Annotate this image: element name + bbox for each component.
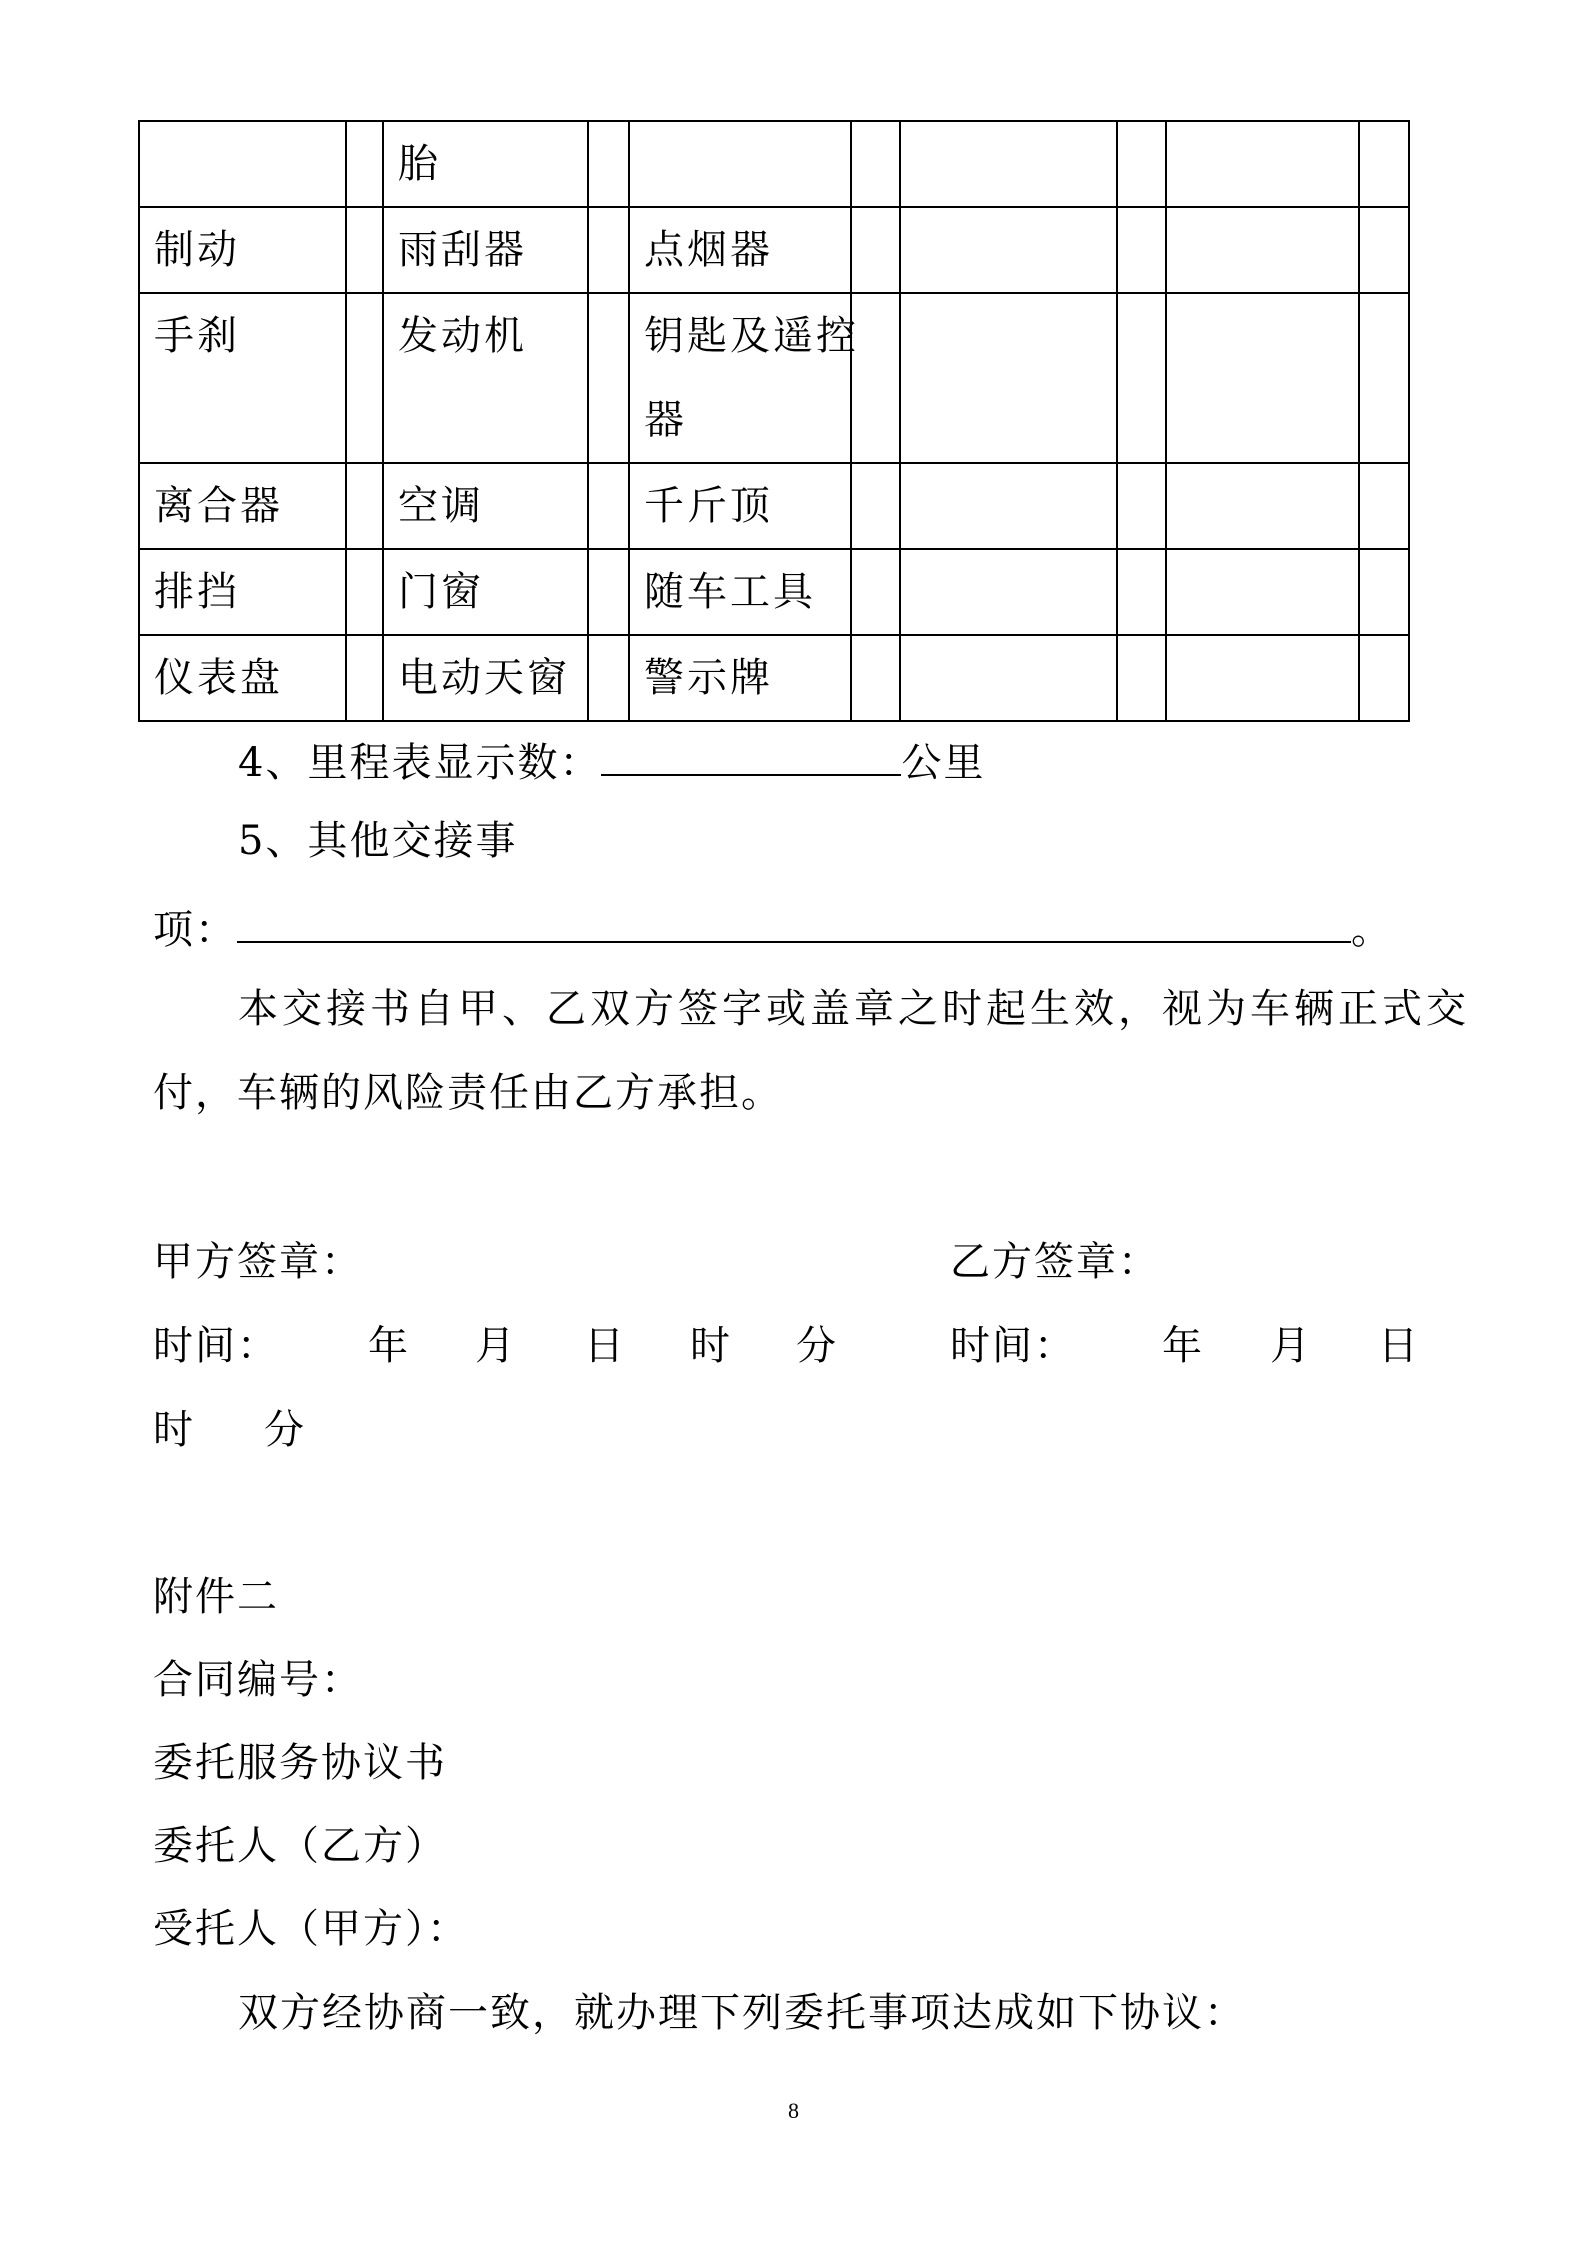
table-cell-item <box>629 293 859 463</box>
clause-line2: 付，车辆的风险责任由乙方承担。 <box>153 1070 783 1116</box>
item-label: 离合器 <box>154 483 283 529</box>
item-label: 发动机 <box>398 313 527 359</box>
table-cell-check <box>900 293 1117 463</box>
table-cell-check <box>900 635 1117 721</box>
table-row <box>139 635 1409 721</box>
table-cell-check <box>346 549 383 635</box>
table-cell-check <box>346 207 383 293</box>
odometer-line <box>238 734 985 787</box>
table-cell-check <box>1359 549 1409 635</box>
item-label: 制动 <box>154 227 240 273</box>
other-items-line: 5、其他交接事 <box>238 818 518 864</box>
table-cell-check <box>346 121 383 207</box>
table-row <box>139 549 1409 635</box>
table-cell-item <box>139 635 346 721</box>
party-b-hour: 时 <box>153 1407 195 1453</box>
page-number: 8 <box>788 2098 799 2123</box>
table-cell-check <box>1359 121 1409 207</box>
item-label: 手刹 <box>154 313 240 359</box>
table-cell-check <box>851 207 900 293</box>
table-row <box>139 121 1409 207</box>
table-cell-check <box>851 549 900 635</box>
table-cell-check <box>900 549 1117 635</box>
odometer-blank[interactable] <box>601 734 901 776</box>
item-label: 胎 <box>398 141 441 187</box>
table-cell-check <box>851 463 900 549</box>
table-cell-check <box>346 463 383 549</box>
table-cell-check <box>588 207 629 293</box>
table-cell-check <box>1117 207 1166 293</box>
table-cell-check <box>1166 207 1359 293</box>
table-cell-check <box>588 549 629 635</box>
table-cell-check <box>1117 635 1166 721</box>
party-b-day: 日 <box>1378 1323 1420 1369</box>
table-cell-item <box>383 635 588 721</box>
party-a-time-label: 时间： <box>153 1323 279 1369</box>
table-cell-check <box>1359 293 1409 463</box>
party-a-day: 日 <box>584 1323 626 1369</box>
vehicle-check-table <box>138 120 1410 722</box>
party-b-month: 月 <box>1270 1323 1312 1369</box>
table-cell-check <box>346 293 383 463</box>
table-row <box>139 463 1409 549</box>
table-cell-check <box>1166 463 1359 549</box>
party-b-minute: 分 <box>264 1407 306 1453</box>
table-cell-check <box>588 121 629 207</box>
principal-label: 委托人（乙方） <box>153 1823 447 1869</box>
table-cell-check <box>1166 121 1359 207</box>
odometer-unit: 公里 <box>901 740 986 786</box>
contract-number-label: 合同编号： <box>153 1657 363 1703</box>
table-row <box>139 207 1409 293</box>
table-cell-item <box>629 121 851 207</box>
table-cell-check <box>900 463 1117 549</box>
table-cell-item <box>139 463 346 549</box>
table-cell-item <box>383 293 588 463</box>
table-cell-check <box>1166 635 1359 721</box>
party-a-month: 月 <box>475 1323 517 1369</box>
item-label: 点烟器 <box>644 227 773 273</box>
table-cell-item <box>629 549 851 635</box>
table-cell-item <box>139 549 346 635</box>
table-cell-check <box>1166 549 1359 635</box>
agent-label: 受托人（甲方）： <box>153 1906 469 1952</box>
table-cell-check <box>588 635 629 721</box>
party-b-year: 年 <box>1162 1323 1204 1369</box>
table-cell-item <box>383 207 588 293</box>
table-cell-check <box>346 635 383 721</box>
party-b-sign-label: 乙方签章： <box>950 1239 1160 1285</box>
agreement-intro: 双方经协商一致，就办理下列委托事项达成如下协议： <box>238 1990 1246 2036</box>
odometer-label: 4、里程表显示数： <box>238 740 602 786</box>
party-b-time-label: 时间： <box>950 1323 1076 1369</box>
table-cell-check <box>1117 463 1166 549</box>
other-items-label: 项： <box>153 907 237 953</box>
item-label: 仪表盘 <box>154 655 283 701</box>
table-cell-check <box>1359 207 1409 293</box>
party-a-year: 年 <box>368 1323 410 1369</box>
party-a-hour: 时 <box>690 1323 732 1369</box>
table-cell-item <box>629 463 851 549</box>
item-label: 门窗 <box>398 569 484 615</box>
table-cell-check <box>900 121 1117 207</box>
table-cell-check <box>1359 635 1409 721</box>
table-cell-item <box>629 635 851 721</box>
table-cell-check <box>900 207 1117 293</box>
party-a-sign-label: 甲方签章： <box>153 1239 363 1285</box>
table-cell-check <box>1117 293 1166 463</box>
item-label: 警示牌 <box>644 655 773 701</box>
table-cell-item <box>139 121 346 207</box>
table-cell-check <box>1166 293 1359 463</box>
item-label: 千斤顶 <box>644 483 773 529</box>
other-items-period: 。 <box>1351 907 1393 953</box>
item-label: 随车工具 <box>644 569 816 615</box>
table-cell-item <box>383 121 588 207</box>
clause-line1: 本交接书自甲、乙双方签字或盖章之时起生效，视为车辆正式交 <box>238 986 1470 1032</box>
table-row <box>139 293 1409 463</box>
table-cell-check <box>851 121 900 207</box>
table-cell-check <box>1117 121 1166 207</box>
item-label: 空调 <box>398 483 484 529</box>
table-cell-check <box>851 635 900 721</box>
item-label: 电动天窗 <box>398 655 570 701</box>
table-cell-item <box>383 463 588 549</box>
table-cell-item <box>383 549 588 635</box>
other-items-line2 <box>153 901 1393 954</box>
agreement-title: 委托服务协议书 <box>153 1740 447 1786</box>
table-cell-check <box>588 463 629 549</box>
table-cell-item <box>139 293 346 463</box>
item-label: 钥匙及遥控器 <box>644 313 859 443</box>
other-items-blank[interactable] <box>237 901 1351 943</box>
table-cell-item <box>629 207 851 293</box>
table-cell-check <box>1359 463 1409 549</box>
appendix-title: 附件二 <box>153 1574 279 1620</box>
table-cell-item <box>139 207 346 293</box>
item-label: 雨刮器 <box>398 227 527 273</box>
item-label: 排挡 <box>154 569 240 615</box>
table-cell-check <box>588 293 629 463</box>
party-a-minute: 分 <box>796 1323 838 1369</box>
table-cell-check <box>1117 549 1166 635</box>
